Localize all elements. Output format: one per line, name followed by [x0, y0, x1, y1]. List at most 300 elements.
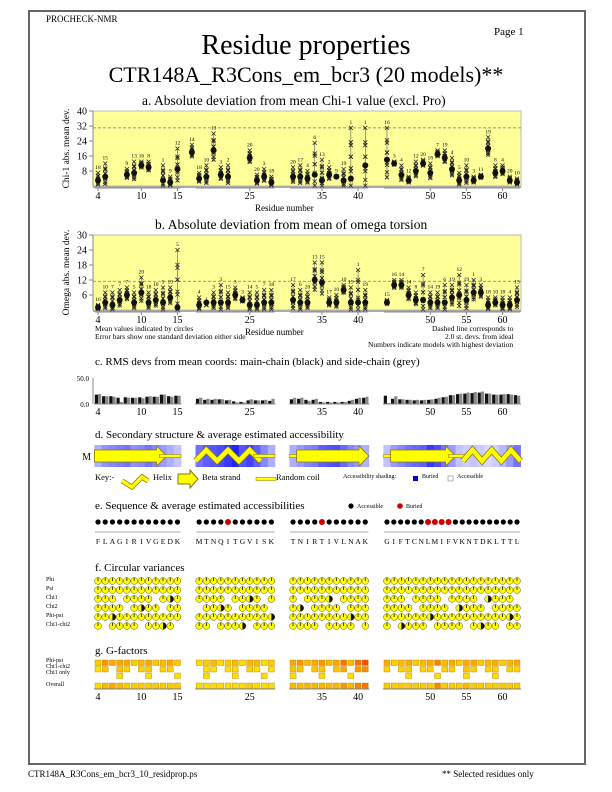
bar-main-chain: [109, 396, 112, 404]
bar-side-chain: [221, 399, 224, 404]
panel-a-mean-point: [203, 174, 209, 180]
panel-b-mean-point: [305, 300, 311, 306]
panel-a-model-label: 19: [442, 142, 448, 149]
panel-b-x-tick-label: 10: [136, 315, 147, 326]
panel-a-model-label: 12: [413, 153, 419, 160]
panel-a-y-tick-label: 24: [77, 136, 87, 148]
bar-side-chain: [98, 394, 101, 404]
panel-g-x-tick-label: 4: [95, 692, 101, 703]
bar-main-chain: [456, 394, 459, 404]
g-factor-chi1-chi2-cell: [167, 667, 173, 673]
panel-a-mean-point: [500, 168, 506, 174]
sequence-residue: I: [306, 537, 309, 546]
panel-a-model-label: 18: [268, 168, 275, 175]
g-factor-row-label: Chi1 only: [46, 670, 70, 676]
panel-a-mean-point: [305, 176, 311, 182]
g-factor-phi-psi-cell: [131, 660, 137, 666]
panel-c-x-tick-label: 10: [136, 407, 147, 418]
panel-a-mean-point: [124, 172, 130, 178]
panel-b-mean-point: [478, 290, 484, 296]
bar-side-chain: [250, 399, 253, 404]
panel-a-model-label: 20: [420, 151, 426, 158]
sequence-residue: T: [319, 537, 325, 546]
bar-main-chain: [413, 400, 416, 404]
panel-b-note-right-2: 2.0 st. devs. from ideal: [445, 332, 514, 341]
accessible-marker: [391, 519, 396, 524]
panel-c-x-tick-label: 40: [353, 407, 364, 418]
sequence-residue: T: [290, 537, 296, 546]
accessible-marker: [480, 519, 485, 524]
g-factor-overall-cell: [102, 683, 108, 689]
panel-b-model-label: 19: [362, 282, 369, 288]
g-factor-overall-cell: [449, 683, 455, 689]
panel-a-model-label: 2: [327, 159, 331, 166]
bar-side-chain: [394, 396, 397, 404]
sequence-residue: G: [239, 537, 246, 546]
panel-b-model-label: 7: [111, 284, 114, 291]
panel-c-title: c. RMS devs from mean coords: main-chain (black) and side-chain (grey): [95, 356, 420, 368]
g-factor-phi-psi-cell: [420, 660, 426, 666]
panel-a-model-label: 20: [254, 166, 260, 173]
accessible-marker: [508, 519, 513, 524]
g-factor-chi1-chi2-cell: [117, 667, 123, 673]
g-factor-chi1-chi2-cell: [341, 667, 347, 673]
panel-a-mean-point: [254, 177, 260, 183]
panel-a-model-label: 15: [102, 155, 108, 162]
sequence-residue: I: [327, 537, 331, 546]
panel-b-model-label: 10: [333, 287, 340, 293]
panel-b-x-tick-label: 15: [172, 315, 183, 326]
bar-main-chain: [449, 395, 452, 404]
g-factor-chi1-chi2-cell: [268, 667, 274, 673]
panel-b-model-label: 7: [421, 267, 425, 273]
bar-main-chain: [384, 396, 387, 404]
g-factor-chi1-only-cell: [146, 673, 152, 679]
page-title: Residue properties: [201, 30, 411, 61]
bar-main-chain: [225, 400, 228, 404]
g-factor-chi1-only-cell: [203, 673, 209, 679]
panel-c-y-tick-label: 0.0: [80, 401, 89, 409]
bar-main-chain: [499, 395, 502, 404]
panel-c-x-tick-label: 15: [172, 407, 183, 418]
bar-main-chain: [485, 394, 488, 404]
panel-b-mean-point: [355, 300, 361, 306]
sequence-residue: V: [145, 537, 152, 546]
g-factor-chi1-only-cell: [463, 673, 469, 679]
g-factor-chi1-chi2-cell: [102, 667, 108, 673]
panel-b-model-label: 16: [95, 297, 101, 303]
sequence-residue: K: [459, 537, 465, 546]
bar-main-chain: [391, 399, 394, 404]
g-factor-phi-psi-cell: [102, 660, 108, 666]
sequence-residue: C: [411, 537, 417, 546]
panel-a-mean-point: [211, 147, 217, 153]
panel-b-mean-point: [254, 302, 260, 308]
g-factor-chi1-chi2-cell: [507, 667, 513, 673]
g-factor-chi1-chi2-cell: [362, 667, 368, 673]
panel-g-x-tick-label: 55: [461, 692, 472, 703]
panel-b-model-label: 18: [268, 282, 275, 288]
panel-a-model-label: 16: [384, 119, 390, 126]
panel-a-model-label: 16: [138, 153, 145, 160]
circular-variance-wedge: [300, 605, 303, 612]
panel-c-x-tick-label: 4: [95, 407, 101, 418]
panel-a-mean-point: [95, 177, 101, 183]
accessible-marker: [95, 519, 100, 524]
panel-b-model-label: 10: [492, 289, 499, 296]
panel-b-model-label: 18: [499, 289, 506, 296]
panel-b-mean-point: [218, 300, 224, 306]
sequence-residue: N: [466, 537, 472, 546]
panel-b-model-label: 14: [427, 284, 434, 291]
panel-b-model-label: 6: [443, 277, 447, 283]
accessible-marker: [262, 519, 267, 524]
g-factor-overall-cell: [254, 683, 260, 689]
panel-a-mean-point: [174, 166, 180, 172]
g-factor-chi1-chi2-cell: [211, 667, 217, 673]
g-factor-chi1-chi2-cell: [384, 667, 390, 673]
circular-variance-wedge: [112, 614, 115, 621]
g-factor-phi-psi-cell: [297, 660, 303, 666]
sequence-residue: F: [446, 537, 451, 546]
panel-a-model-label: 13: [131, 153, 137, 160]
sequence-residue: R: [312, 537, 318, 546]
accessible-marker: [355, 519, 360, 524]
buried-marker: [425, 519, 431, 525]
panel-a-model-label: 20: [290, 159, 296, 166]
legend-accessible-icon: [348, 503, 353, 508]
g-factor-phi-psi-cell: [117, 660, 123, 666]
g-factor-row-label: Phi-psi: [46, 658, 64, 664]
panel-a-model-label: 13: [210, 125, 217, 132]
panel-b-mean-point: [326, 300, 332, 306]
buried-marker: [319, 519, 325, 525]
panel-e-title: e. Sequence & average estimated accessibilities: [95, 500, 305, 512]
panel-a-model-label: 10: [203, 157, 210, 164]
circular-variance-wedge: [401, 623, 404, 630]
panel-b-mean-point: [420, 297, 426, 303]
accessible-marker: [298, 519, 303, 524]
panel-b-mean-point: [297, 300, 303, 306]
accessible-marker: [168, 519, 173, 524]
panel-b-model-label: 4: [508, 289, 512, 296]
g-factor-phi-psi-cell: [167, 660, 173, 666]
g-factor-overall-cell: [333, 683, 339, 689]
panel-b-model-label: 15: [225, 284, 231, 291]
panel-b-model-label: 1: [356, 262, 360, 268]
panel-b-note-right-1: Dashed line corresponds to: [432, 324, 514, 333]
panel-c-x-tick-label: 55: [461, 407, 472, 418]
sequence-residue: T: [232, 537, 238, 546]
chain-label: M: [82, 452, 91, 463]
panel-a-model-label: 4: [306, 163, 309, 169]
panel-b-model-label: 20: [138, 269, 145, 276]
panel-a-model-label: 7: [436, 142, 439, 149]
panel-b-mean-point: [160, 300, 166, 306]
sequence-residue: E: [160, 537, 166, 546]
g-factor-phi-psi-cell: [146, 660, 152, 666]
bar-main-chain: [138, 397, 141, 404]
g-factor-phi-psi-cell: [398, 660, 404, 666]
bar-side-chain: [134, 398, 137, 404]
circular-variance-row-label: Chi1-chi2: [46, 622, 70, 628]
bar-side-chain: [365, 397, 368, 404]
panel-a-y-tick-label: 8: [82, 166, 87, 178]
bar-side-chain: [466, 393, 469, 404]
g-factor-overall-cell: [146, 683, 152, 689]
bar-side-chain: [293, 398, 296, 404]
panel-c-y-tick-label: 50.0: [76, 375, 89, 383]
panel-b-mean-point: [319, 280, 325, 286]
sequence-residue: I: [140, 537, 143, 546]
bar-main-chain: [210, 400, 213, 404]
g-factor-overall-cell: [406, 683, 412, 689]
g-factor-row-label: Overall: [46, 682, 64, 688]
g-factor-overall-cell: [413, 683, 419, 689]
panel-b-mean-point: [225, 300, 231, 306]
panel-a-mean-point: [341, 177, 347, 183]
buried-marker: [432, 519, 438, 525]
g-factor-phi-psi-cell: [471, 660, 477, 666]
sequence-residue: D: [480, 537, 486, 546]
g-factor-overall-cell: [456, 683, 462, 689]
panel-b-model-label: 7: [262, 282, 266, 288]
g-factor-phi-psi-cell: [138, 660, 144, 666]
g-factor-chi1-chi2-cell: [254, 667, 260, 673]
panel-b-model-label: 10: [153, 282, 159, 288]
panel-b-model-label: 15: [514, 279, 520, 286]
panel-a-x-tick-label: 25: [244, 191, 255, 202]
bar-main-chain: [405, 400, 408, 404]
key-coil-label: Random coil: [276, 472, 320, 482]
circular-variance-wedge: [329, 596, 332, 603]
sequence-residue: L: [341, 537, 346, 546]
g-factor-phi-psi-cell: [413, 660, 419, 666]
panel-g-x-tick-label: 60: [497, 692, 508, 703]
sequence-residue: T: [204, 537, 209, 546]
bar-side-chain: [206, 399, 209, 404]
bar-main-chain: [297, 399, 300, 404]
panel-a-mean-point: [384, 157, 390, 163]
bar-side-chain: [416, 400, 419, 404]
panel-a-mean-point: [435, 151, 441, 157]
sequence-residue: M: [431, 537, 439, 546]
g-factor-chi1-chi2-cell: [138, 667, 144, 673]
panel-g-title: g. G-factors: [95, 645, 148, 657]
g-factor-chi1-chi2-cell: [427, 667, 433, 673]
panel-a-mean-point: [268, 179, 274, 185]
circular-variance-wedge: [488, 596, 491, 603]
panel-a-model-label: 2: [226, 157, 230, 164]
panel-b-y-tick-label: 24: [77, 245, 87, 257]
accessible-marker: [290, 519, 295, 524]
bar-main-chain: [254, 400, 257, 404]
g-factor-phi-psi-cell: [391, 660, 397, 666]
accessible-marker: [204, 519, 209, 524]
panel-b-note-left-1: Mean values indicated by circles: [95, 324, 194, 333]
g-factor-overall-cell: [218, 683, 224, 689]
circular-variance-wedge: [430, 614, 433, 621]
panel-a-mean-point: [102, 174, 108, 180]
accessible-marker: [305, 519, 310, 524]
g-factor-chi1-chi2-cell: [442, 667, 448, 673]
key-shading-label: Accessibility shading:: [343, 474, 397, 480]
panel-b-mean-point: [138, 290, 144, 296]
bar-side-chain: [199, 398, 202, 404]
accessible-marker: [211, 519, 216, 524]
panel-b-model-label: 5: [255, 284, 259, 291]
panel-f-title: f. Circular variances: [95, 562, 185, 574]
panel-b-ylabel: Omega abs. mean dev.: [62, 229, 72, 316]
sequence-residue: L: [102, 537, 108, 546]
panel-a-mean-point: [492, 170, 498, 176]
g-factor-overall-cell: [420, 683, 426, 689]
bar-main-chain: [434, 399, 437, 404]
key-coil-icon: [256, 478, 276, 481]
bar-main-chain: [290, 399, 293, 404]
panel-b-model-label: 14: [246, 284, 253, 291]
g-factor-overall-cell: [160, 683, 166, 689]
panel-a-mean-point: [196, 176, 202, 182]
accessible-marker: [460, 519, 465, 524]
g-factor-chi1-chi2-cell: [514, 667, 520, 673]
panel-a-mean-point: [442, 155, 448, 161]
panel-a-mean-point: [471, 177, 477, 183]
panel-b-model-label: 15: [319, 254, 325, 261]
panel-g-x-tick-label: 50: [425, 692, 436, 703]
panel-a-model-label: 20: [507, 168, 513, 175]
panel-b-model-label: 3: [241, 289, 244, 296]
g-factor-overall-cell: [174, 683, 180, 689]
g-factor-chi1-only-cell: [174, 673, 180, 679]
panel-a-mean-point: [146, 164, 152, 170]
accessible-marker: [466, 519, 471, 524]
key-label: Key:-: [95, 472, 115, 482]
bar-main-chain: [131, 398, 134, 404]
panel-a-xlabel: Residue number: [255, 203, 314, 213]
panel-a-model-label: 3: [392, 153, 396, 160]
panel-b-model-label: 3: [479, 277, 483, 283]
panel-a-model-label: 1: [161, 157, 165, 164]
bar-main-chain: [355, 399, 358, 404]
accessible-marker: [327, 519, 332, 524]
legend-buried-icon: [397, 503, 403, 509]
g-factor-overall-cell: [507, 683, 513, 689]
panel-b-mean-point: [442, 300, 448, 306]
panel-b-title: b. Absolute deviation from mean of omega torsion: [155, 217, 428, 232]
panel-a-model-label: 6: [313, 134, 317, 141]
accessible-marker: [233, 519, 238, 524]
panel-a-mean-point: [478, 174, 484, 180]
footer-note: ** Selected residues only: [442, 769, 534, 779]
panel-b-mean-point: [348, 300, 354, 306]
panel-b-x-tick-label: 60: [497, 315, 508, 326]
g-factor-phi-psi-cell: [124, 660, 130, 666]
panel-b-x-tick-label: 55: [461, 315, 472, 326]
sequence-residue: L: [494, 537, 499, 546]
panel-a-model-label: 11: [478, 166, 484, 173]
panel-b-model-label: 13: [311, 254, 318, 261]
g-factor-chi1-only-cell: [261, 673, 267, 679]
panel-a-mean-point: [225, 174, 231, 180]
g-factor-chi1-chi2-cell: [319, 667, 325, 673]
bar-main-chain: [442, 397, 445, 404]
panel-b-note-right-3: Numbers indicate models with highest deviation: [368, 340, 514, 349]
bar-main-chain: [463, 394, 466, 404]
bar-side-chain: [163, 395, 166, 404]
panel-b-mean-point: [290, 297, 296, 303]
panel-a-model-label: 12: [405, 168, 412, 175]
circular-variance-wedge: [170, 596, 173, 603]
buried-marker: [439, 519, 445, 525]
g-factor-overall-cell: [341, 683, 347, 689]
panel-a-model-label: 20: [246, 142, 253, 149]
g-factor-chi1-chi2-cell: [463, 667, 469, 673]
panel-b-mean-point: [146, 300, 152, 306]
bar-main-chain: [116, 398, 119, 404]
bar-side-chain: [257, 400, 260, 404]
g-factor-phi-psi-cell: [160, 660, 166, 666]
g-factor-overall-cell: [319, 683, 325, 689]
panel-b-mean-point: [117, 297, 123, 303]
panel-b-model-label: 17: [326, 289, 332, 296]
panel-a-mean-point: [297, 174, 303, 180]
footer-filename: CTR148A_R3Cons_em_bcr3_10_residprop.ps: [28, 769, 198, 779]
g-factor-overall-cell: [348, 683, 354, 689]
g-factor-overall-cell: [95, 683, 101, 689]
panel-b-model-label: 16: [391, 272, 397, 278]
panel-b-mean-point: [167, 295, 173, 301]
g-factor-overall-cell: [268, 683, 274, 689]
panel-b-mean-point: [312, 277, 318, 283]
panel-a-model-label: 1: [349, 119, 353, 126]
panel-a-model-label: 18: [196, 164, 202, 171]
accessible-marker: [197, 519, 202, 524]
g-factor-chi1-only-cell: [492, 673, 498, 679]
g-factor-phi-psi-cell: [109, 660, 115, 666]
sequence-residue: K: [486, 537, 493, 546]
accessible-marker: [124, 519, 129, 524]
panel-a-y-tick-label: 16: [77, 151, 87, 163]
panel-b-model-label: 15: [384, 292, 390, 298]
bar-side-chain: [488, 394, 491, 404]
panel-a-x-tick-label: 40: [353, 191, 364, 202]
panel-a-mean-point: [247, 155, 253, 161]
g-factor-overall-cell: [247, 683, 253, 689]
g-factor-chi1-chi2-cell: [203, 667, 209, 673]
legend-buried-label: Buried: [406, 504, 423, 510]
panel-b-x-tick-label: 25: [244, 315, 255, 326]
accessible-marker: [247, 519, 252, 524]
g-factor-overall-cell: [261, 683, 267, 689]
panel-b-mean-point: [174, 305, 180, 311]
panel-a-model-label: 19: [485, 129, 491, 136]
accessible-marker: [419, 519, 424, 524]
panel-b-model-label: 8: [414, 284, 418, 291]
sequence-residue: T: [507, 537, 513, 546]
panel-a-mean-point: [413, 168, 419, 174]
panel-a-model-label: 9: [335, 168, 338, 175]
panel-b-model-label: 14: [405, 279, 412, 286]
sequence-residue: T: [473, 537, 479, 546]
panel-a-mean-point: [290, 174, 296, 180]
panel-a-model-label: 4: [400, 157, 403, 164]
panel-b-model-label: 12: [456, 267, 462, 273]
panel-b-y-tick-label: 18: [77, 260, 87, 272]
circular-variance-row-label: Chi1: [46, 595, 58, 601]
sequence-residue: I: [440, 537, 443, 546]
g-factor-phi-psi-cell: [95, 660, 101, 666]
